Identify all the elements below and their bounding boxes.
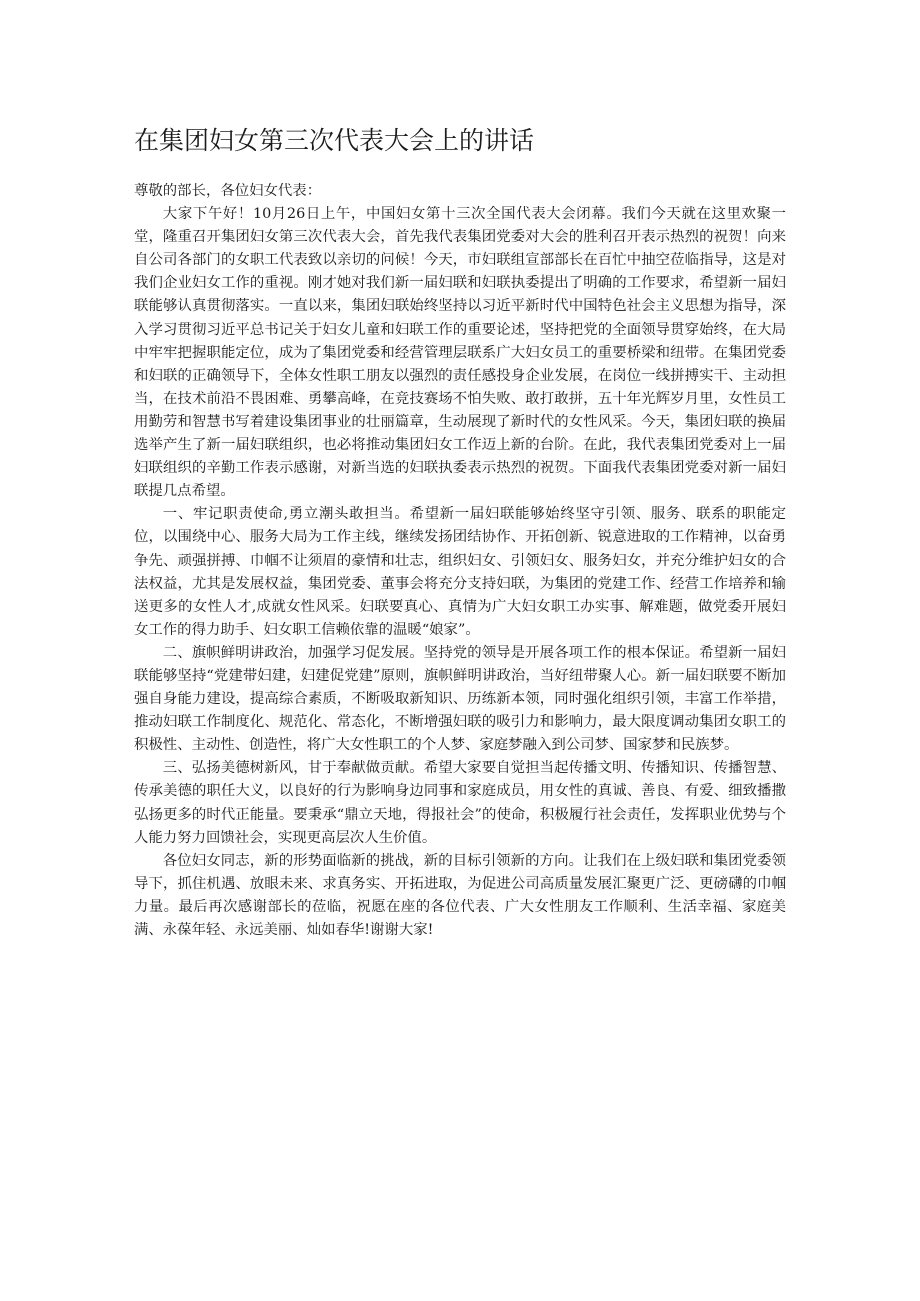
paragraph-point-three: 三、弘扬美德树新风，甘于奉献做贡献。希望大家要自觉担当起传播文明、传播知识、传播智慧、传承美德的职任大义，以良好的行为影响身边同事和家庭成员，用女性的真诚、善良、有爱、细致播撒弘扬更多的时代正能量。要秉承“鼎立天地，得报社会”的使命，积极履行社会责任，发挥职业优势与个人能力努力回馈社会，实现更高层次人生价值。: [134, 760, 786, 846]
paragraph-opening: 大家下午好！10月26日上午，中国妇女第十三次全国代表大会闭幕。我们今天就在这里欢聚一堂，隆重召开集团妇女第三次代表大会，首先我代表集团党委对大会的胜利召开表示热烈的祝贺！向来自公司各部门的女职工代表致以亲切的问候！今天，市妇联组宣部部长在百忙中抽空莅临指导，这是对我们企业妇女工作的重视。刚才她对我们新一届妇联和妇联执委提出了明确的工作要求，希望新一届妇联能够认真贯彻落实。一直以来，集团妇联始终坚持以习近平新时代中国特色社会主义思想为指导，深入学习贯彻习近平总书记关于妇女儿童和妇联工作的重要论述，坚持把党的全面领导贯穿始终，在大局中牢牢把握职能定位，成为了集团党委和经营管理层联系广大妇女员工的重要桥梁和纽带。在集团党委和妇联的正确领导下，全体女性职工朋友以强烈的责任感投身企业发展，在岗位一线拼搏实干、主动担当，在技术前沿不畏困难、勇攀高峰，在竞技赛场不怕失败、敢打敢拼，五十年光辉岁月里，女性员工用勤劳和智慧书写着建设集团事业的壮丽篇章，生动展现了新时代的女性风采。今天，集团妇联的换届选举产生了新一届妇联组织，也必将推动集团妇女工作迈上新的台阶。在此，我代表集团党委对上一届妇联组织的辛勤工作表示感谢，对新当选的妇联执委表示热烈的祝贺。下面我代表集团党委对新一届妇联提几点希望。: [134, 206, 786, 500]
paragraph-closing: 各位妇女同志，新的形势面临新的挑战，新的目标引领新的方向。让我们在上级妇联和集团党委领导下，抓住机遇、放眼未来、求真务实、开拓进取，为促进公司高质量发展汇聚更广泛、更磅礴的巾帼力量。最后再次感谢部长的莅临，祝愿在座的各位代表、广大女性朋友工作顺利、生活幸福、家庭美满、永葆年轻、永远美丽、灿如春华!谢谢大家!: [134, 852, 786, 938]
salutation: 尊敬的部长，各位妇女代表：: [134, 183, 322, 199]
document-body: [134, 180, 786, 942]
paragraph-point-one: 一、牢记职责使命,勇立潮头敢担当。希望新一届妇联能够始终坚守引领、服务、联系的职能定位，以围绕中心、服务大局为工作主线，继续发扬团结协作、开拓创新、锐意进取的工作精神，以奋勇争先、顽强拼搏、巾帼不让须眉的豪情和壮志，组织妇女、引领妇女、服务妇女，并充分维护妇女的合法权益，尤其是发展权益，集团党委、董事会将充分支持妇联，为集团的党建工作、经营工作培养和输送更多的女性人才,成就女性风采。妇联要真心、真情为广大妇女职工办实事、解难题，做党委开展妇女工作的得力助手、妇女职工信赖依靠的温暖“娘家”。: [134, 506, 786, 638]
paragraph-point-two: 二、旗帜鲜明讲政治，加强学习促发展。坚持党的领导是开展各项工作的根本保证。希望新一届妇联能够坚持“党建带妇建，妇建促党建”原则，旗帜鲜明讲政治，当好纽带聚人心。新一届妇联要不断加强自身能力建设，提高综合素质，不断吸取新知识、历练新本领，同时强化组织引领，丰富工作举措，推动妇联工作制度化、规范化、常态化，不断增强妇联的吸引力和影响力，最大限度调动集团女职工的积极性、主动性、创造性，将广大女性职工的个人梦、家庭梦融入到公司梦、国家梦和民族梦。: [134, 644, 786, 754]
document-title: 在集团妇女第三次代表大会上的讲话: [134, 126, 535, 155]
